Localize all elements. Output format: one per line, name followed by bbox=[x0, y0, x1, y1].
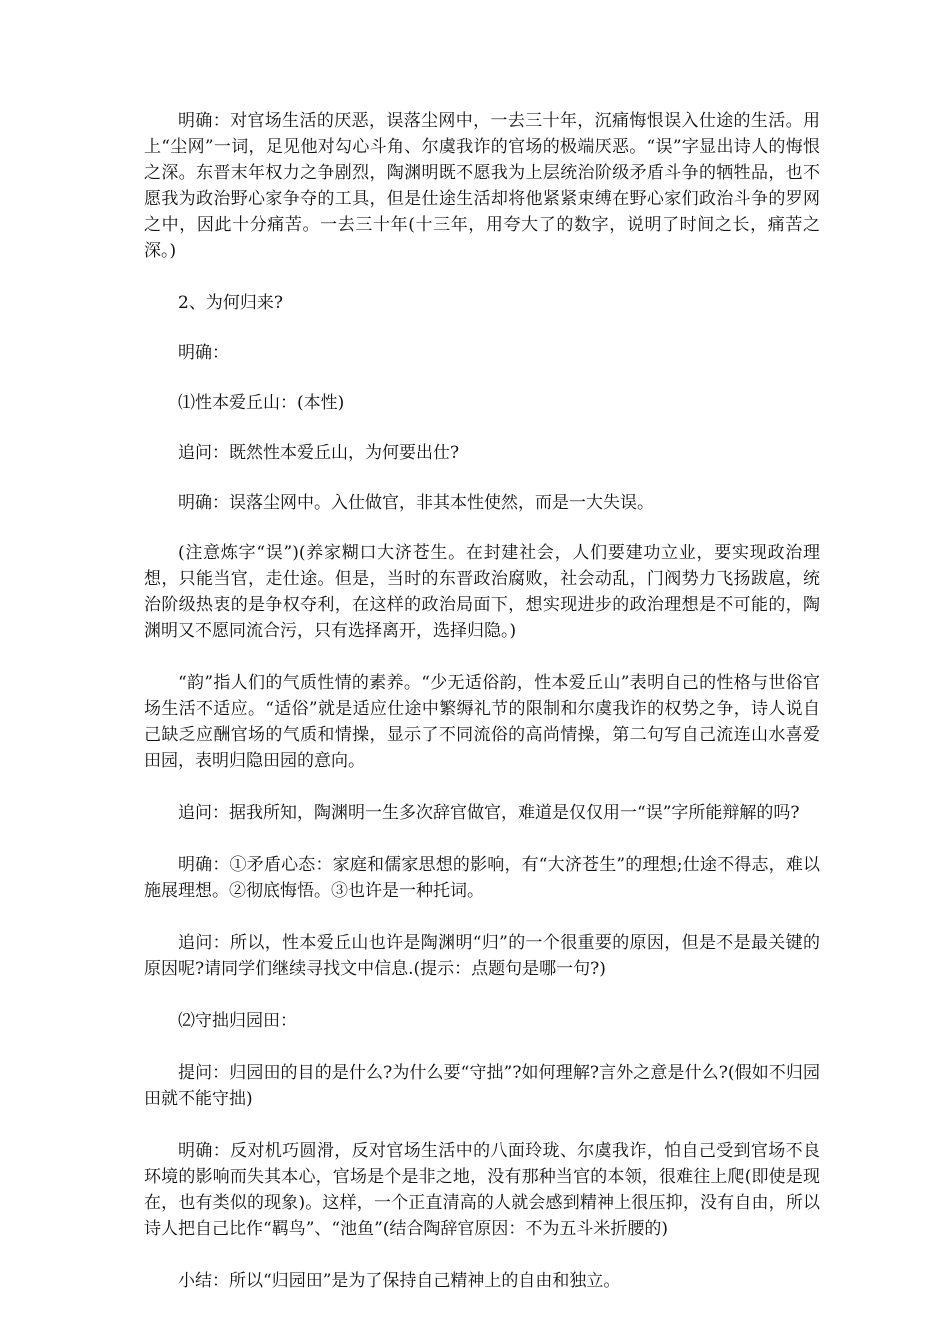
paragraph-clarification-2: 明确：误落尘网中。入仕做官，非其本性使然，而是一大失误。 bbox=[178, 493, 654, 513]
subheading-nature: ⑴性本爱丘山：(本性) bbox=[178, 393, 345, 413]
paragraph-followup-question-1: 追问：既然性本爱丘山，为何要出仕? bbox=[178, 443, 460, 463]
paragraph-followup-question-2: 追问：据我所知，陶渊明一生多次辞官做官，难道是仅仅用一“误”字所能辩解的吗? bbox=[178, 803, 800, 823]
paragraph-question-purpose: 提问：归园田的目的是什么?为什么要“守拙”?如何理解?言外之意是什么?(假如不归园田就不能守拙) bbox=[144, 1063, 820, 1109]
paragraph-note-word-mistake: (注意炼字“误”)(养家糊口大济苍生。在封建社会，人们要建功立业，要实现政治理想，只能当官，走仕途。但是，当时的东晋政治腐败，社会动乱，门阀势力飞扬跋扈，统治阶级热衷的是争权夺利，在这样的政治局面下，想实现进步的政治理想是不可能的，陶渊明又不愿同流合污，只有选择离开，选择归隐。) bbox=[144, 543, 820, 641]
paragraph-followup-question-3: 追问：所以，性本爱丘山也许是陶渊明“归”的一个很重要的原因，但是不是最关键的原因呢?请同学们继续寻找文中信息.(提示：点题句是哪一句?) bbox=[144, 933, 820, 979]
paragraph-clarification-4: 明确：反对机巧圆滑，反对官场生活中的八面玲珑、尔虞我诈，怕自己受到官场不良环境的影响而失其本心，官场是个是非之地，没有那种当官的本领，很难往上爬(即使是现在，也有类似的现象)。这样，一个正直清高的人就会感到精神上很压抑，没有自由，所以诗人把自己比作“羁鸟”、“池鱼”(结合陶辞官原因：不为五斗米折腰的) bbox=[144, 1141, 820, 1239]
paragraph-yun-explanation: “韵”指人们的气质性情的素养。“少无适俗韵，性本爱丘山”表明自己的性格与世俗官场生活不适应。“适俗”就是适应仕途中繁缛礼节的限制和尔虞我诈的权势之争，诗人说自己缺乏应酬官场的气质和情操，显示了不同流俗的高尚情操，第二句写自己流连山水喜爱田园，表明归隐田园的意向。 bbox=[144, 673, 820, 771]
paragraph-clarification-1: 明确：对官场生活的厌恶，误落尘网中，一去三十年，沉痛悔恨误入仕途的生活。用上“尘网”一词，足见他对勾心斗角、尔虞我诈的官场的极端厌恶。“误”字显出诗人的悔恨之深。东晋末年权力之争剧烈，陶渊明既不愿我为上层统治阶级矛盾斗争的牺牲品，也不愿我为政治野心家争夺的工具，但是仕途生活却将他紧紧束缚在野心家们政治斗争的罗网之中，因此十分痛苦。一去三十年(十三年，用夸大了的数字，说明了时间之长，痛苦之深。) bbox=[144, 111, 820, 261]
subheading-keep-simple: ⑵守拙归园田： bbox=[178, 1011, 297, 1031]
section-heading-why-return: 2、为何归来? bbox=[178, 293, 283, 313]
paragraph-clarification-3: 明确：①矛盾心态：家庭和儒家思想的影响，有“大济苍生”的理想;仕途不得志，难以施展理想。②彻底悔悟。③也许是一种托词。 bbox=[144, 855, 820, 901]
document-page bbox=[144, 108, 820, 1294]
paragraph-clarification-label: 明确： bbox=[178, 343, 229, 363]
paragraph-summary: 小结：所以“归园田”是为了保持自己精神上的自由和独立。 bbox=[178, 1271, 621, 1291]
